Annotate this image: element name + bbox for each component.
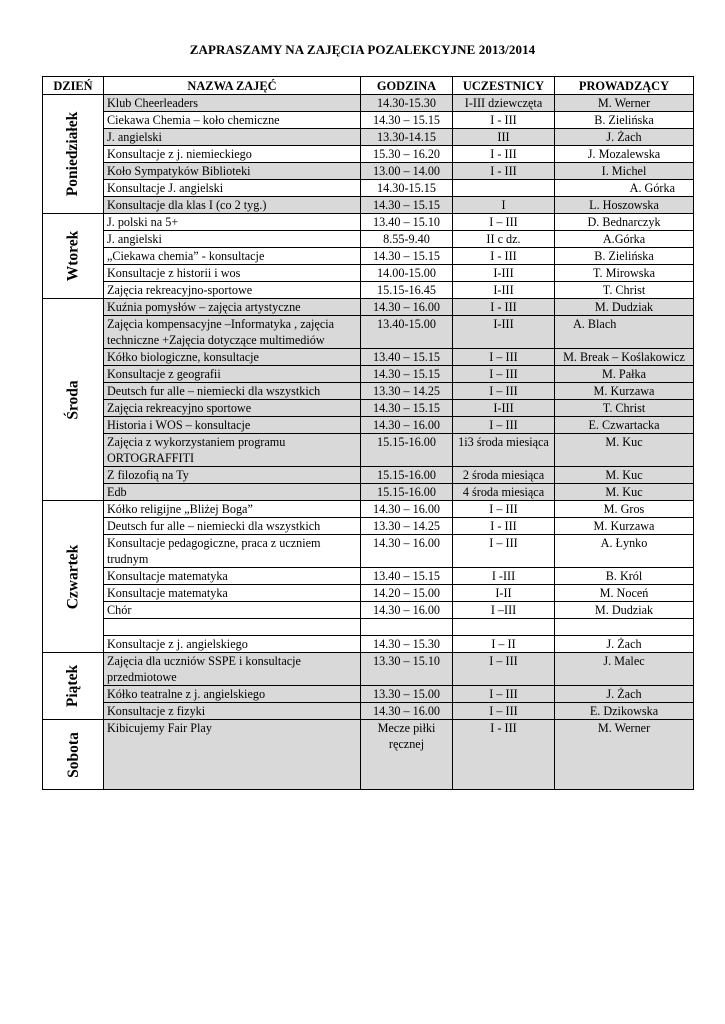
participants-cell: I – III [453,349,555,366]
activity-name-cell: Edb [104,484,361,501]
table-row [43,248,694,265]
teacher-cell: T. Christ [555,400,694,417]
time-cell: 15.15-16.45 [361,282,453,299]
teacher-cell [555,619,694,636]
time-cell: 14.30 – 15.15 [361,248,453,265]
day-cell [43,720,104,790]
activity-name-cell: Chór [104,602,361,619]
day-label-wrap [43,502,104,651]
table-row [43,299,694,316]
time-cell: 14.30 – 15.15 [361,112,453,129]
teacher-cell: M. Kurzawa [555,518,694,535]
activity-name-cell: Zajęcia z wykorzystaniem programu ORTOGRAFFITI [104,434,361,467]
activity-name-cell: Konsultacje matematyka [104,585,361,602]
time-cell: 14.00-15.00 [361,265,453,282]
day-cell [43,214,104,299]
activity-name-cell: Konsultacje J. angielski [104,180,361,197]
table-row [43,653,694,686]
header-time: GODZINA [361,77,453,95]
teacher-cell: M. Dudziak [555,602,694,619]
table-row [43,231,694,248]
day-label: Środa [64,379,82,420]
table-row [43,417,694,434]
participants-cell: I –III [453,602,555,619]
participants-cell: I-III [453,400,555,417]
time-cell: 14.30 – 15.15 [361,400,453,417]
participants-cell: I – III [453,417,555,434]
teacher-cell: M. Gros [555,501,694,518]
participants-cell: I – III [453,653,555,686]
table-row [43,703,694,720]
table-row [43,686,694,703]
time-cell: 13.30 – 15.10 [361,653,453,686]
activity-name-cell: Kółko teatralne z j. angielskiego [104,686,361,703]
header-participants: UCZESTNICY [453,77,555,95]
teacher-cell: E. Dzikowska [555,703,694,720]
activity-name-cell: Zajęcia kompensacyjne –Informatyka , zajęcia techniczne +Zajęcia dotyczące multimediów [104,316,361,349]
table-row [43,316,694,349]
table-row [43,282,694,299]
teacher-cell: T. Mirowska [555,265,694,282]
header-teacher: PROWADZĄCY [555,77,694,95]
schedule-table [42,76,694,790]
activity-name-cell: J. angielski [104,129,361,146]
participants-cell: 1i3 środa miesiąca [453,434,555,467]
time-cell: 13.30 – 14.25 [361,518,453,535]
table-row [43,265,694,282]
participants-cell: I – III [453,366,555,383]
table-row [43,180,694,197]
table-row [43,720,694,790]
teacher-cell: M. Pałka [555,366,694,383]
activity-name-cell: Zajęcia rekreacyjno-sportowe [104,282,361,299]
day-cell [43,501,104,653]
teacher-cell: B. Zielińska [555,112,694,129]
activity-name-cell: Konsultacje z j. angielskiego [104,636,361,653]
participants-cell: I-III [453,265,555,282]
participants-cell: I-III [453,282,555,299]
participants-cell: I - III [453,112,555,129]
participants-cell: II c dz. [453,231,555,248]
day-label: Piątek [64,664,82,708]
table-row [43,636,694,653]
table-row [43,535,694,568]
time-cell: Mecze piłki ręcznej [361,720,453,790]
teacher-cell: A. Łynko [555,535,694,568]
teacher-cell: L. Hoszowska [555,197,694,214]
participants-cell: I-III dziewczęta [453,95,555,112]
time-cell: 14.30 – 16.00 [361,417,453,434]
teacher-cell: I. Michel [555,163,694,180]
teacher-cell: E. Czwartacka [555,417,694,434]
table-row [43,146,694,163]
activity-name-cell: Deutsch fur alle – niemiecki dla wszystkich [104,383,361,400]
time-cell: 14.30 – 16.00 [361,602,453,619]
time-cell: 8.55-9.40 [361,231,453,248]
schedule-body [43,95,694,790]
teacher-cell: A. Blach [555,316,694,349]
table-row [43,619,694,636]
time-cell: 13.30 – 14.25 [361,383,453,400]
participants-cell: I - III [453,146,555,163]
table-row [43,112,694,129]
day-cell [43,299,104,501]
time-cell: 14.30 – 16.00 [361,501,453,518]
time-cell: 14.20 – 15.00 [361,585,453,602]
table-row [43,518,694,535]
day-label-wrap [43,215,104,297]
time-cell: 14.30-15.30 [361,95,453,112]
teacher-cell: M. Noceń [555,585,694,602]
activity-name-cell: Konsultacje dla klas I (co 2 tyg.) [104,197,361,214]
activity-name-cell: Zajęcia rekreacyjno sportowe [104,400,361,417]
participants-cell: III [453,129,555,146]
table-row [43,129,694,146]
time-cell: 15.15-16.00 [361,434,453,467]
activity-name-cell: Klub Cheerleaders [104,95,361,112]
time-cell: 14.30 – 15.30 [361,636,453,653]
activity-name-cell: Historia i WOS – konsultacje [104,417,361,434]
activity-name-cell: Konsultacje matematyka [104,568,361,585]
table-row [43,95,694,112]
teacher-cell: M. Break – Koślakowicz [555,349,694,366]
table-row [43,484,694,501]
time-cell: 15.30 – 16.20 [361,146,453,163]
day-label: Sobota [64,731,82,778]
participants-cell [453,619,555,636]
teacher-cell: M. Werner [555,720,694,790]
header-row [43,77,694,95]
activity-name-cell: „Ciekawa chemia” - konsultacje [104,248,361,265]
table-row [43,383,694,400]
teacher-cell: D. Bednarczyk [555,214,694,231]
participants-cell: I – III [453,686,555,703]
time-cell: 14.30 – 16.00 [361,703,453,720]
teacher-cell: J. Żach [555,129,694,146]
time-cell: 14.30 – 16.00 [361,299,453,316]
participants-cell: I -III [453,568,555,585]
time-cell: 13.30-14.15 [361,129,453,146]
table-row [43,400,694,417]
activity-name-cell: Konsultacje z fizyki [104,703,361,720]
table-row [43,366,694,383]
time-cell: 15.15-16.00 [361,484,453,501]
table-row [43,434,694,467]
day-label: Czwartek [64,544,82,609]
time-cell: 13.40 – 15.10 [361,214,453,231]
time-cell: 15.15-16.00 [361,467,453,484]
teacher-cell: M. Werner [555,95,694,112]
activity-name-cell: Kuźnia pomysłów – zajęcia artystyczne [104,299,361,316]
activity-name-cell: Kibicujemy Fair Play [104,720,361,790]
time-cell: 14.30-15.15 [361,180,453,197]
table-row [43,467,694,484]
activity-name-cell: Zajęcia dla uczniów SSPE i konsultacje przedmiotowe [104,653,361,686]
participants-cell: 4 środa miesiąca [453,484,555,501]
activity-name-cell [104,619,361,636]
time-cell: 14.30 – 16.00 [361,535,453,568]
participants-cell: I - III [453,518,555,535]
day-label-wrap [43,96,104,212]
day-label-wrap [43,654,104,718]
teacher-cell: M. Kuc [555,467,694,484]
activity-name-cell: J. angielski [104,231,361,248]
time-cell [361,619,453,636]
participants-cell: I – III [453,383,555,400]
activity-name-cell: Konsultacje z historii i wos [104,265,361,282]
table-row [43,568,694,585]
activity-name-cell: J. polski na 5+ [104,214,361,231]
page-title: ZAPRASZAMY NA ZAJĘCIA POZALEKCYJNE 2013/2014 [189,42,536,57]
participants-cell: I [453,197,555,214]
time-cell: 13.40 – 15.15 [361,568,453,585]
table-row [43,585,694,602]
day-cell [43,95,104,214]
day-cell [43,653,104,720]
teacher-cell: M. Dudziak [555,299,694,316]
day-label-wrap [43,721,104,788]
activity-name-cell: Koło Sympatyków Biblioteki [104,163,361,180]
teacher-cell: A.Górka [555,231,694,248]
teacher-cell: B. Zielińska [555,248,694,265]
participants-cell: I - III [453,248,555,265]
table-row [43,197,694,214]
day-label-wrap [43,300,104,499]
teacher-cell: M. Kuc [555,434,694,467]
participants-cell: I – III [453,535,555,568]
table-row [43,163,694,180]
time-cell: 13.30 – 15.00 [361,686,453,703]
time-cell: 13.40-15.00 [361,316,453,349]
table-row [43,602,694,619]
activity-name-cell: Deutsch fur alle – niemiecki dla wszystkich [104,518,361,535]
activity-name-cell: Konsultacje pedagogiczne, praca z uczniem trudnym [104,535,361,568]
teacher-cell: B. Król [555,568,694,585]
activity-name-cell: Konsultacje z geografii [104,366,361,383]
time-cell: 13.40 – 15.15 [361,349,453,366]
teacher-cell: J. Żach [555,686,694,703]
participants-cell: I - III [453,720,555,790]
activity-name-cell: Kółko biologiczne, konsultacje [104,349,361,366]
time-cell: 13.00 – 14.00 [361,163,453,180]
teacher-cell: A. Górka [555,180,694,197]
teacher-cell: M. Kuc [555,484,694,501]
teacher-cell: J. Mozalewska [555,146,694,163]
table-row [43,501,694,518]
participants-cell: I – III [453,501,555,518]
teacher-cell: M. Kurzawa [555,383,694,400]
header-day: DZIEŃ [43,77,104,95]
day-label: Poniedziałek [64,111,82,197]
activity-name-cell: Kółko religijne „Bliżej Boga” [104,501,361,518]
participants-cell [453,180,555,197]
activity-name-cell: Z filozofią na Ty [104,467,361,484]
participants-cell: 2 środa miesiąca [453,467,555,484]
table-row [43,214,694,231]
teacher-cell: J. Malec [555,653,694,686]
participants-cell: I - III [453,163,555,180]
table-row [43,349,694,366]
activity-name-cell: Ciekawa Chemia – koło chemiczne [104,112,361,129]
time-cell: 14.30 – 15.15 [361,197,453,214]
activity-name-cell: Konsultacje z j. niemieckiego [104,146,361,163]
participants-cell: I - III [453,299,555,316]
participants-cell: I-II [453,585,555,602]
participants-cell: I-III [453,316,555,349]
teacher-cell: J. Żach [555,636,694,653]
day-label: Wtorek [64,230,82,282]
teacher-cell: T. Christ [555,282,694,299]
participants-cell: I – II [453,636,555,653]
participants-cell: I – III [453,214,555,231]
participants-cell: I – III [453,703,555,720]
time-cell: 14.30 – 15.15 [361,366,453,383]
header-name: NAZWA ZAJĘĆ [104,77,361,95]
